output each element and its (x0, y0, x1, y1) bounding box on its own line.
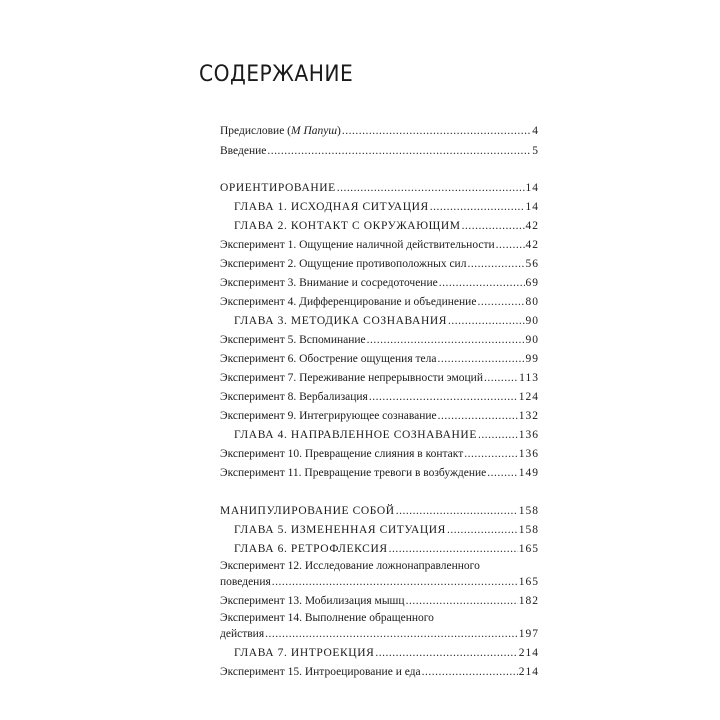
toc-page-number: 69 (525, 277, 539, 289)
toc-page-number: 158 (518, 524, 539, 536)
leader-dots (375, 645, 517, 661)
toc-entry-part-orientation[interactable] (220, 180, 539, 196)
toc-page-number: 136 (518, 448, 539, 460)
toc-page-number: 132 (518, 410, 539, 422)
toc-entry-experiment-7[interactable] (220, 370, 539, 386)
toc-entry-part-self-manipulation[interactable] (220, 503, 539, 519)
leader-dots (396, 503, 518, 519)
toc-page-number: 124 (518, 391, 539, 403)
toc-entry-experiment-4[interactable] (220, 294, 539, 310)
toc-entry-label: ГЛАВА 7. ИНТРОЕКЦИЯ (234, 647, 375, 659)
leader-dots (265, 626, 518, 642)
leader-dots (422, 664, 518, 680)
leader-dots (342, 123, 531, 139)
toc-entry-experiment-5[interactable] (220, 332, 539, 348)
toc-page-number: 197 (518, 628, 539, 640)
leader-dots (487, 465, 517, 481)
toc-entry-label: МАНИПУЛИРОВАНИЕ СОБОЙ (220, 505, 395, 517)
toc-entry-chapter-4[interactable] (234, 427, 539, 443)
toc-entry-chapter-3[interactable] (234, 313, 539, 329)
toc-page-number: 42 (525, 239, 539, 251)
toc-entry-label: ГЛАВА 1. ИСХОДНАЯ СИТУАЦИЯ (234, 201, 429, 213)
toc-page-number: 14 (525, 182, 539, 194)
toc-page-number: 90 (525, 334, 539, 346)
toc-entry-label: ГЛАВА 4. НАПРАВЛЕННОЕ СОЗНАВАНИЕ (234, 429, 477, 441)
toc-page-number: 182 (518, 595, 539, 607)
toc-entry-label: Эксперимент 13. Мобилизация мышц (220, 595, 405, 607)
leader-dots (447, 522, 518, 538)
toc-page-number: 42 (525, 220, 539, 232)
toc-entry-label: Эксперимент 6. Обострение ощущения тела (220, 353, 437, 365)
toc-entry-label: Эксперимент 8. Вербализация (220, 391, 368, 403)
toc-page-number: 14 (525, 201, 539, 213)
toc-entry-chapter-6[interactable] (234, 541, 539, 557)
leader-dots (389, 541, 518, 557)
toc-entry-experiment-6[interactable] (220, 351, 539, 367)
leader-dots (438, 408, 518, 424)
toc-entry-foreword[interactable] (220, 123, 539, 139)
toc-page-number: 113 (519, 372, 539, 384)
toc-entry-experiment-2[interactable] (220, 256, 539, 272)
toc-entry-label: ГЛАВА 5. ИЗМЕНЕННАЯ СИТУАЦИЯ (234, 524, 446, 536)
toc-entry-label: ГЛАВА 6. РЕТРОФЛЕКСИЯ (234, 543, 388, 555)
toc-entry-label: ОРИЕНТИРОВАНИЕ (220, 182, 336, 194)
toc-entry-label: Эксперимент 4. Дифференцирование и объединение (220, 296, 477, 308)
leader-dots (430, 199, 525, 215)
page-title: СОДЕРЖАНИЕ (199, 62, 354, 87)
leader-dots (496, 237, 525, 253)
toc-entry-label: Введение (220, 145, 267, 157)
toc-entry-experiment-14-line1[interactable]: Эксперимент 14. Выполнение обращенного (220, 612, 434, 624)
toc-entry-label: Эксперимент 11. Превращение тревоги в возбуждение (220, 467, 487, 479)
toc-entry-label: Эксперимент 10. Превращение слияния в контакт (220, 448, 464, 460)
leader-dots (448, 313, 524, 329)
leader-dots (484, 370, 518, 386)
toc-page-number: 165 (518, 543, 539, 555)
toc-entry-experiment-9[interactable] (220, 408, 539, 424)
toc-entry-introduction[interactable] (220, 143, 539, 159)
toc-entry-experiment-14[interactable] (220, 626, 539, 642)
leader-dots (337, 180, 525, 196)
leader-dots (437, 351, 524, 367)
leader-dots (477, 294, 524, 310)
toc-entry-chapter-2[interactable] (234, 218, 539, 234)
toc-page-number: 214 (518, 666, 539, 678)
toc-entry-label: Предисловие (М Папуш) (220, 125, 341, 137)
toc-entry-label: действия (220, 628, 265, 640)
toc-entry-experiment-1[interactable] (220, 237, 539, 253)
toc-entry-label: Эксперимент 5. Вспоминание (220, 334, 366, 346)
leader-dots (464, 446, 518, 462)
toc-page-number: 136 (518, 429, 539, 441)
toc-entry-label: Эксперимент 3. Внимание и сосредоточение (220, 277, 438, 289)
leader-dots (406, 593, 518, 609)
toc-page-number: 149 (518, 467, 539, 479)
toc-page-number: 90 (525, 315, 539, 327)
leader-dots (439, 275, 525, 291)
toc-entry-label: Эксперимент 9. Интегрирующее сознавание (220, 410, 437, 422)
leader-dots (369, 389, 518, 405)
toc-entry-label: Эксперимент 7. Переживание непрерывности эмоций (220, 372, 483, 384)
toc-page-number: 80 (525, 296, 539, 308)
toc-entry-experiment-15[interactable] (220, 664, 539, 680)
toc-page-number: 5 (532, 145, 539, 157)
leader-dots (467, 256, 524, 272)
toc-entry-chapter-7[interactable] (234, 645, 539, 661)
toc-entry-experiment-10[interactable] (220, 446, 539, 462)
toc-page-number: 4 (532, 125, 539, 137)
toc-page-number: 56 (525, 258, 539, 270)
leader-dots (462, 218, 525, 234)
leader-dots (367, 332, 525, 348)
leader-dots (478, 427, 518, 443)
toc-entry-label: Эксперимент 15. Интроецирование и еда (220, 666, 421, 678)
toc-entry-label: поведения (220, 576, 271, 588)
toc-entry-label: Эксперимент 1. Ощущение наличной действительности (220, 239, 495, 251)
toc-page-number: 165 (518, 576, 539, 588)
toc-entry-experiment-12[interactable] (220, 574, 539, 590)
toc-page-number: 99 (525, 353, 539, 365)
leader-dots (272, 574, 518, 590)
toc-entry-experiment-11[interactable] (220, 465, 539, 481)
toc-entry-experiment-8[interactable] (220, 389, 539, 405)
toc-entry-label: ГЛАВА 3. МЕТОДИКА СОЗНАВАНИЯ (234, 315, 448, 327)
toc-page-number: 214 (518, 647, 539, 659)
toc-entry-chapter-1[interactable] (234, 199, 539, 215)
leader-dots (267, 143, 531, 159)
toc-entry-experiment-12-line1[interactable]: Эксперимент 12. Исследование ложнонаправленного (220, 560, 480, 572)
toc-entry-experiment-3[interactable] (220, 275, 539, 291)
toc-page-number: 158 (518, 505, 539, 517)
toc-entry-label: Эксперимент 2. Ощущение противоположных сил (220, 258, 467, 270)
toc-entry-experiment-13[interactable] (220, 593, 539, 609)
toc-entry-chapter-5[interactable] (234, 522, 539, 538)
toc-entry-label: ГЛАВА 2. КОНТАКТ С ОКРУЖАЮЩИМ (234, 220, 461, 232)
